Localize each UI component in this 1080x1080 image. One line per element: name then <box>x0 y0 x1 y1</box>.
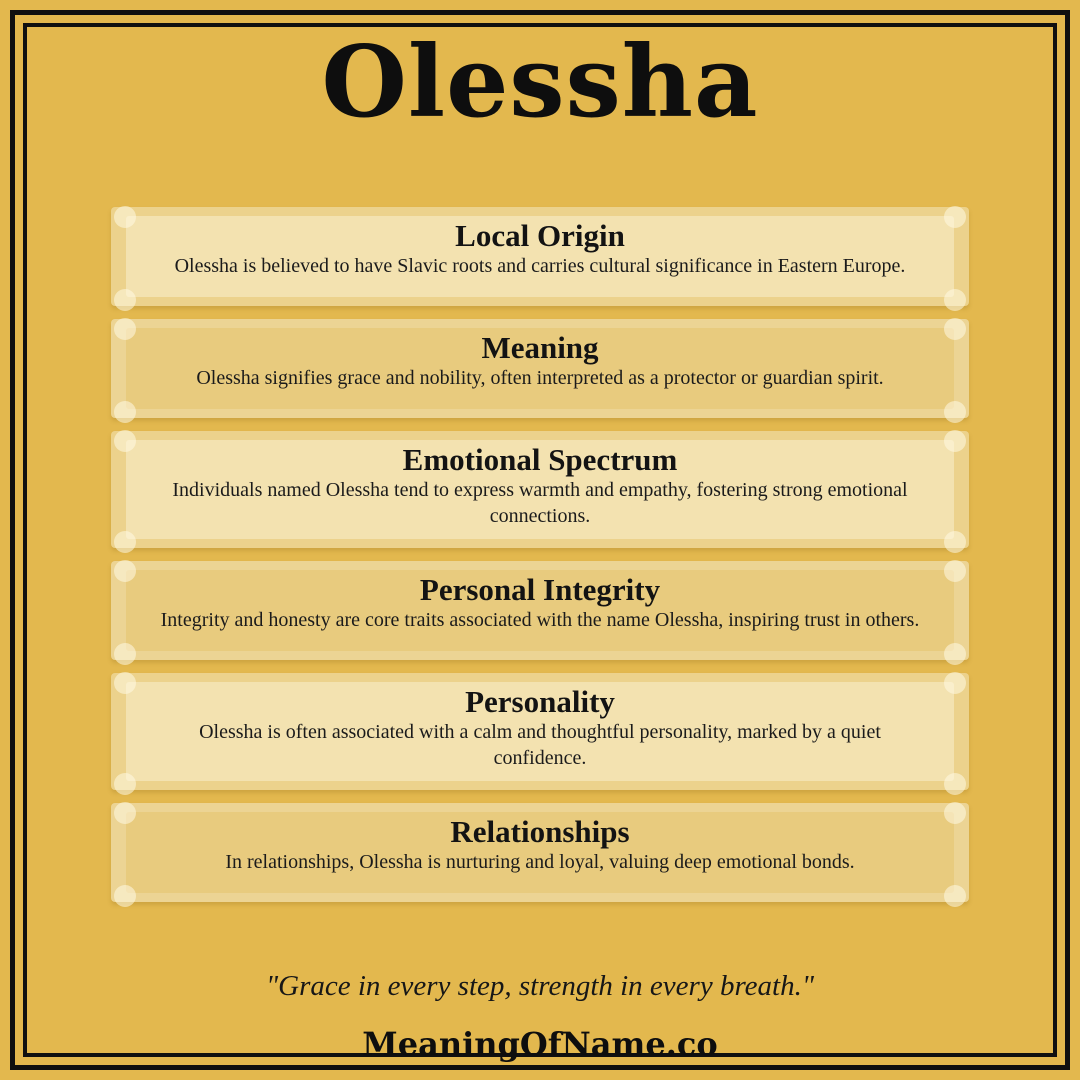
corner-circle-icon <box>944 885 966 907</box>
card-local-origin <box>111 207 969 306</box>
corner-circle-icon <box>114 802 136 824</box>
card-inner <box>126 328 954 409</box>
card-body-text: Integrity and honesty are core traits associated with the name Olessha, inspiring trust in others. <box>160 609 920 632</box>
card-heading: Emotional Spectrum <box>402 441 678 477</box>
card-body-text: Olessha signifies grace and nobility, often interpreted as a protector or guardian spirit. <box>196 366 884 389</box>
corner-circle-icon <box>944 802 966 824</box>
card-body-text: Olessha is often associated with a calm and thoughtful personality, marked by a quiet confidence. <box>199 721 881 770</box>
card-body-text: In relationships, Olessha is nurturing and loyal, valuing deep emotional bonds. <box>225 851 855 874</box>
corner-circle-icon <box>944 430 966 452</box>
corner-circle-icon <box>114 672 136 694</box>
corner-circle-icon <box>114 401 136 423</box>
card-personality <box>111 673 969 790</box>
corner-circle-icon <box>114 531 136 553</box>
corner-circle-icon <box>944 560 966 582</box>
corner-circle-icon <box>114 560 136 582</box>
corner-circle-icon <box>114 289 136 311</box>
info-cards <box>111 207 969 902</box>
card-meaning <box>111 319 969 418</box>
tagline-quote: "Grace in every step, strength in every breath." <box>265 970 815 1003</box>
card-body-text: Olessha is believed to have Slavic roots and carries cultural significance in Eastern Europe. <box>174 254 906 277</box>
corner-circle-icon <box>944 643 966 665</box>
corner-circle-icon <box>114 318 136 340</box>
corner-circle-icon <box>944 401 966 423</box>
card-personal-integrity <box>111 561 969 660</box>
name-title: Olessha <box>321 25 759 140</box>
card-inner <box>126 216 954 297</box>
corner-circle-icon <box>114 430 136 452</box>
poster-footer <box>0 970 1080 1063</box>
brand-wordmark: MeaningOfName.co <box>362 1025 718 1064</box>
card-heading: Meaning <box>481 329 599 365</box>
corner-circle-icon <box>114 885 136 907</box>
card-inner <box>126 812 954 893</box>
corner-circle-icon <box>944 672 966 694</box>
card-heading: Personal Integrity <box>419 571 661 607</box>
corner-circle-icon <box>944 318 966 340</box>
card-emotional-spectrum <box>111 431 969 548</box>
corner-circle-icon <box>114 206 136 228</box>
corner-circle-icon <box>944 289 966 311</box>
corner-circle-icon <box>114 643 136 665</box>
corner-circle-icon <box>114 773 136 795</box>
corner-circle-icon <box>944 773 966 795</box>
card-inner <box>126 682 954 781</box>
corner-circle-icon <box>944 531 966 553</box>
card-heading: Personality <box>465 683 615 719</box>
card-heading: Relationships <box>450 814 630 850</box>
card-relationships <box>111 803 969 902</box>
card-inner <box>126 570 954 651</box>
card-inner <box>126 440 954 539</box>
card-heading: Local Origin <box>455 217 625 253</box>
card-body-text: Individuals named Olessha tend to express warmth and empathy, fostering strong emotional connections. <box>172 478 908 527</box>
corner-circle-icon <box>944 206 966 228</box>
